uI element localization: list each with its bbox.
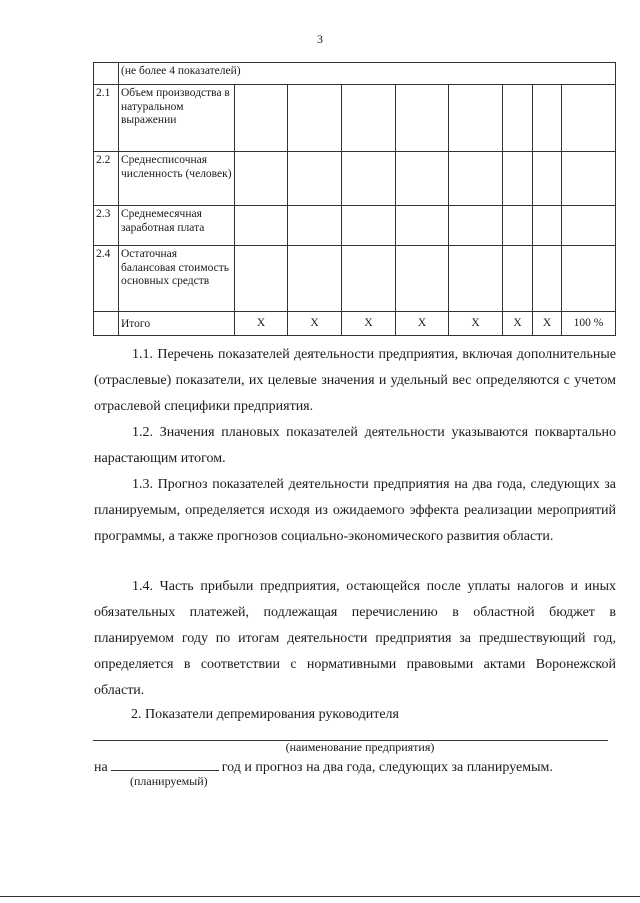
- total-cell: X: [449, 312, 503, 336]
- table-row: [94, 63, 616, 85]
- total-cell-percent: 100 %: [562, 312, 616, 336]
- na-text: на: [94, 760, 108, 775]
- table-header-note: (не более 4 показателей): [119, 63, 616, 85]
- paragraph-1-4: 1.4. Часть прибыли предприятия, остающейся после уплаты налогов и иных обязательных платежей, подлежащая перечислению в областной бюджет в планируемом году по итогам деятельности предприятия за предшествующий год, определяется в соответствии с нормативными правовыми актами Воронежской области.: [94, 579, 616, 698]
- enterprise-name-caption: (наименование предприятия): [285, 740, 435, 754]
- page-number: 3: [317, 32, 323, 46]
- planned-caption: (планируемый): [130, 774, 208, 788]
- table-row: [94, 206, 616, 246]
- total-cell: X: [342, 312, 396, 336]
- table-row: [94, 85, 616, 152]
- row-number: 2.3: [94, 206, 119, 246]
- total-cell: X: [503, 312, 533, 336]
- row-label: Остаточная балансовая стоимость основных средств: [119, 246, 235, 312]
- table-row: [94, 152, 616, 206]
- row-number: 2.1: [94, 85, 119, 152]
- paragraph-1-2: 1.2. Значения плановых показателей деятельности указываются поквартально нарастающим итогом.: [94, 425, 616, 466]
- total-cell: X: [288, 312, 342, 336]
- planned-year-blank: [111, 757, 219, 771]
- total-cell: X: [235, 312, 288, 336]
- paragraph-1-1: 1.1. Перечень показателей деятельности предприятия, включая дополнительные (отраслевые) показатели, их целевые значения и удельный вес определяются с учетом отраслевой специфики предприятия.: [94, 347, 616, 414]
- row-label: Среднесписочная численность (человек): [119, 152, 235, 206]
- planned-year-rest: год и прогноз на два года, следующих за планируемым.: [221, 760, 553, 775]
- section-2-title: 2. Показатели депремирования руководителя: [131, 707, 399, 722]
- row-label: Среднемесячная заработная плата: [119, 206, 235, 246]
- total-label: Итого: [119, 312, 235, 336]
- paragraph-1-3: 1.3. Прогноз показателей деятельности предприятия на два года, следующих за планируемым, определяется исходя из ожидаемого эффекта реализации мероприятий программы, а также прогнозов социально-экономического развития области.: [94, 477, 616, 544]
- row-label: Объем производства в натуральном выражении: [119, 85, 235, 152]
- indicators-table: [93, 62, 616, 336]
- row-number: 2.4: [94, 246, 119, 312]
- table-total-row: [94, 312, 616, 336]
- page-bottom-edge: [0, 896, 640, 897]
- table-row: [94, 246, 616, 312]
- row-number: 2.2: [94, 152, 119, 206]
- total-cell: X: [396, 312, 449, 336]
- total-cell: X: [533, 312, 562, 336]
